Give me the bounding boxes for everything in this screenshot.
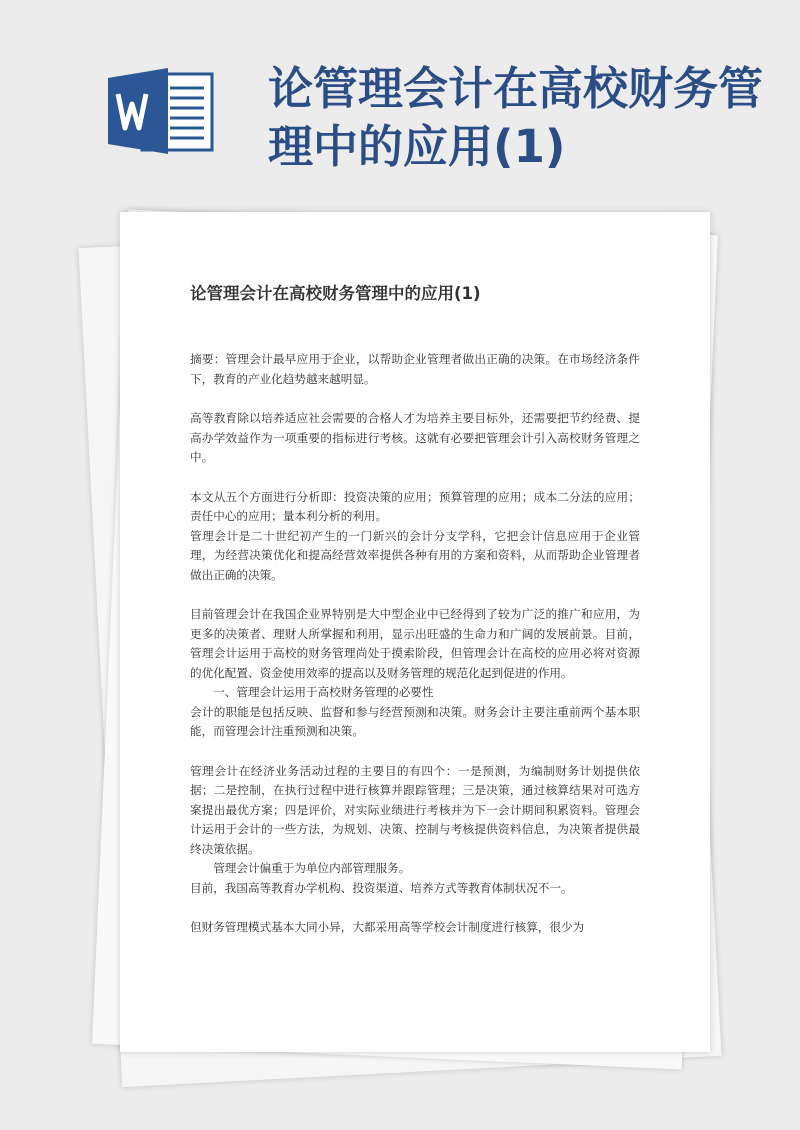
paragraph-abstract: 摘要：管理会计最早应用于企业，以帮助企业管理者做出正确的决策。在市场经济条件下，教育的产业化趋势越来越明显。 <box>190 352 640 386</box>
section-heading: 一、管理会计运用于高校财务管理的必要性 <box>213 685 434 699</box>
paragraph: 本文从五个方面进行分析即：投资决策的应用；预算管理的应用；成本二分法的应用；责任中心的应用；量本利分析的利用。 <box>190 489 640 523</box>
paragraph: 高等教育除以培养适应社会需要的合格人才为培养主要目标外，还需要把节约经费、提高办学效益作为一项重要的指标进行考核。这就有必要把管理会计引入高校财务管理之中。 <box>190 411 640 464</box>
document-body <box>190 282 640 938</box>
paragraph: 会计的职能是包括反映、监督和参与经营预测和决策。财务会计主要注重前两个基本职能，而管理会计注重预测和决策。 <box>190 704 640 738</box>
paragraph: 管理会计在经济业务活动过程的主要目的有四个：一是预测，为编制财务计划提供依据；二是控制，在执行过程中进行核算并跟踪管理；三是决策，通过核算结果对可选方案提出最优方案；四是评价，对实际业绩进行考核并为下一会计期间积累资料。管理会计运用于会计的一些方法，为规划、决策、控制与考核提供资料信息，为决策者提供最终决策依据。 <box>190 763 640 856</box>
header-title: 论管理会计在高校财务管理中的应用(1) <box>268 62 764 173</box>
paragraph: 目前，我国高等教育办学机构、投资渠道、培养方式等教育体制状况不一。 <box>190 880 573 895</box>
paragraph: 目前管理会计在我国企业界特别是大中型企业中已经得到了较为广泛的推广和应用，为更多的决策者、理财人所掌握和利用，显示出旺盛的生命力和广阔的发展前景。目前，管理会计运用于高校的财务管理尚处于摸索阶段，但管理会计在高校的应用必将对资源的优化配置、资金使用效率的提高以及财务管理的规范化起到促进的作用。 <box>190 607 640 680</box>
paragraph: 管理会计偏重于为单位内部管理服务。 <box>213 861 411 875</box>
paragraph: 管理会计是二十世纪初产生的一门新兴的会计分支学科，它把会计信息应用于企业管理，为经营决策优化和提高经营效率提供各种有用的方案和资料，从而帮助企业管理者做出正确的决策。 <box>190 528 640 582</box>
paragraph: 但财务管理模式基本大同小异，大都采用高等学校会计制度进行核算，很少为 <box>190 920 585 934</box>
document-title: 论管理会计在高校财务管理中的应用(1) <box>190 284 481 303</box>
